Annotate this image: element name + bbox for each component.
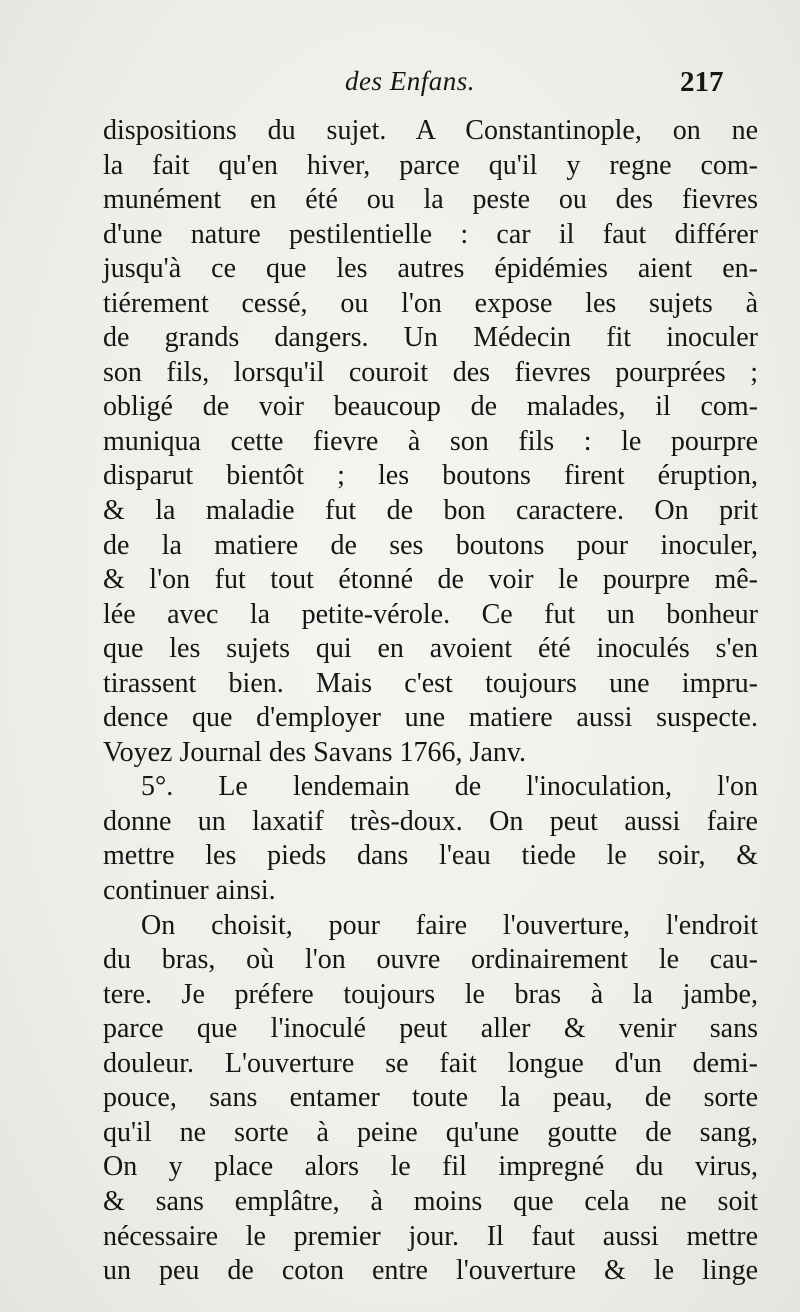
- text-line: munément en été ou la peste ou des fievres: [103, 184, 758, 216]
- text-line: un peu de coton entre l'ouverture & le linge: [103, 1255, 758, 1287]
- text-line: de grands dangers. Un Médecin fit inoculer: [103, 322, 758, 354]
- text-line: de la matiere de ses boutons pour inoculer,: [103, 529, 758, 561]
- text-line: dispositions du sujet. A Constantinople, on ne: [103, 115, 758, 146]
- text-line: jusqu'à ce que les autres épidémies aient en-: [103, 253, 758, 285]
- text-line: disparut bientôt ; les boutons firent éruption,: [103, 460, 758, 492]
- text-line: nécessaire le premier jour. Il faut aussi mettre: [103, 1220, 758, 1252]
- text-line: tirassent bien. Mais c'est toujours une impru-: [103, 667, 758, 699]
- text-line: & sans emplâtre, à moins que cela ne soit: [103, 1185, 758, 1217]
- text-line: tiérement cessé, ou l'on expose les sujets à: [103, 287, 758, 319]
- text-line: son fils, lorsqu'il couroit des fievres pourprées ;: [103, 356, 758, 388]
- text-line: obligé de voir beaucoup de malades, il com-: [103, 391, 758, 423]
- text-line: que les sujets qui en avoient été inoculés s'en: [103, 633, 758, 665]
- text-line: dence que d'employer une matiere aussi suspecte.: [103, 702, 758, 734]
- text-line: parce que l'inoculé peut aller & venir sans: [103, 1013, 758, 1045]
- text-line: mettre les pieds dans l'eau tiede le soir, &: [103, 840, 758, 872]
- text-line: muniqua cette fievre à son fils : le pourpre: [103, 425, 758, 457]
- text-line: lée avec la petite-vérole. Ce fut un bonheur: [103, 598, 758, 630]
- text-line: qu'il ne sorte à peine qu'une goutte de sang,: [103, 1116, 758, 1148]
- text-line: On choisit, pour faire l'ouverture, l'endroit: [141, 909, 758, 941]
- page-number: 217: [680, 66, 724, 98]
- text-line: continuer ainsi.: [103, 875, 276, 907]
- text-line: 5°. Le lendemain de l'inoculation, l'on: [141, 771, 758, 803]
- text-line: On y place alors le fil impregné du virus,: [103, 1151, 758, 1183]
- text-line: pouce, sans entamer toute la peau, de sorte: [103, 1082, 758, 1114]
- text-line: la fait qu'en hiver, parce qu'il y regne com-: [103, 149, 758, 181]
- text-line: tere. Je préfere toujours le bras à la jambe,: [103, 978, 758, 1010]
- text-line: Voyez Journal des Savans 1766, Janv.: [103, 736, 527, 768]
- running-head: [0, 66, 800, 106]
- body-text: [103, 114, 758, 1289]
- text-line: d'une nature pestilentielle : car il faut différer: [103, 218, 758, 250]
- text-line: & la maladie fut de bon caractere. On prit: [103, 495, 758, 527]
- running-title: des Enfans.: [345, 66, 475, 96]
- text-line: douleur. L'ouverture se fait longue d'un demi-: [103, 1047, 758, 1079]
- text-line: du bras, où l'on ouvre ordinairement le cau-: [103, 944, 758, 976]
- text-line: & l'on fut tout étonné de voir le pourpre mê-: [103, 564, 758, 596]
- text-line: donne un laxatif très-doux. On peut aussi faire: [103, 805, 758, 837]
